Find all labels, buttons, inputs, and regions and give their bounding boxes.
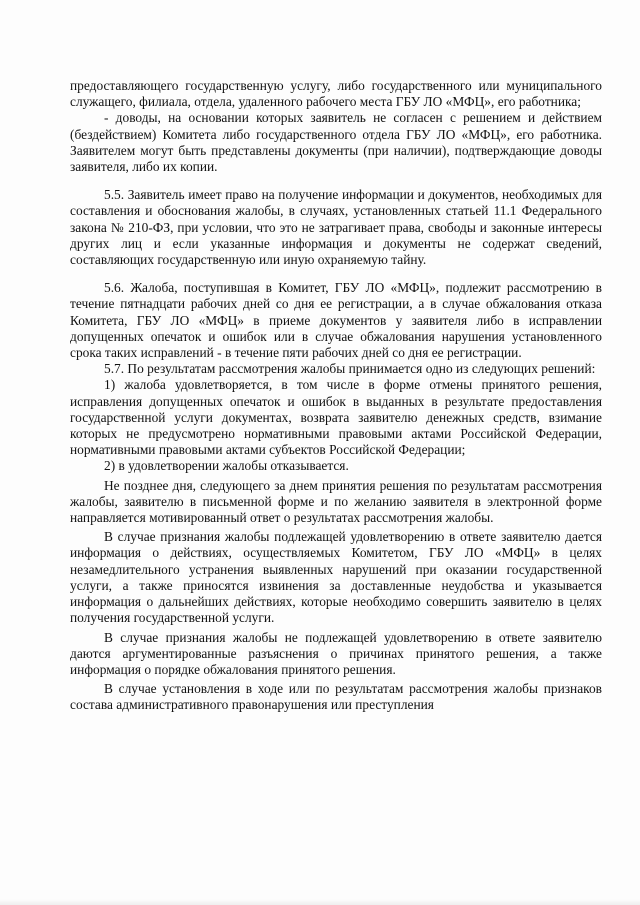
paragraph-arguments: - доводы, на основании которых заявитель не согласен с решением и действием (бездействием) Комитета либо государственного отдела ГБУ ЛО «МФЦ», его работника. Заявителем могут быть представлены документы (при наличии), подтверждающие доводы заявителя, либо их копии. xyxy=(70,110,602,175)
paragraph-offense-signs: В случае установления в ходе или по результатам рассмотрения жалобы признаков состава административного правонарушения или преступления xyxy=(70,681,602,713)
paragraph-5-6: 5.6. Жалоба, поступившая в Комитет, ГБУ ЛО «МФЦ», подлежит рассмотрению в течение пятнадцати рабочих дней со дня ее регистрации, а в случае обжалования отказа Комитета, ГБУ ЛО «МФЦ» в приеме документов у заявителя либо в исправлении допущенных опечаток и ошибок или в случае обжалования нарушения установленного срока таких исправлений - в течение пяти рабочих дней со дня ее регистрации. xyxy=(70,280,602,361)
paragraph-satisfied-complaint: В случае признания жалобы подлежащей удовлетворению в ответе заявителю дается информация о действиях, осуществляемых Комитетом, ГБУ ЛО «МФЦ» в целях незамедлительного устранения выявленных нарушений при оказании государственной услуги, а также приносятся извинения за доставленные неудобства и указывается информация о дальнейших действиях, которые необходимо совершить заявителю в целях получения государственной услуги. xyxy=(70,529,602,626)
paragraph-decision-1: 1) жалоба удовлетворяется, в том числе в форме отмены принятого решения, исправления допущенных опечаток и ошибок в выданных в результате предоставления государственной услуги документах, возврата заявителю денежных средств, взимание которых не предусмотрено нормативными правовыми актами Российской Федерации, нормативными правовыми актами субъектов Российской Федерации; xyxy=(70,377,602,458)
scan-edge-shadow xyxy=(0,899,640,905)
document-body xyxy=(70,78,602,714)
paragraph-continuation: предоставляющего государственную услугу, либо государственного или муниципального служащего, филиала, отдела, удаленного рабочего места ГБУ ЛО «МФЦ», его работника; xyxy=(70,78,602,110)
paragraph-decision-2: 2) в удовлетворении жалобы отказывается. xyxy=(104,458,349,474)
paragraph-5-5: 5.5. Заявитель имеет право на получение информации и документов, необходимых для составления и обоснования жалобы, в случаях, установленных статьей 11.1 Федерального закона № 210-ФЗ, при условии, что это не затрагивает права, свободы и законные интересы других лиц и если указанные информация и документы не содержат сведений, составляющих государственную или иную охраняемую тайну. xyxy=(70,187,602,268)
paragraph-response-deadline: Не позднее дня, следующего за днем принятия решения по результатам рассмотрения жалобы, заявителю в письменной форме и по желанию заявителя в электронной форме направляется мотивированный ответ о результатах рассмотрения жалобы. xyxy=(70,477,602,526)
paragraph-unsatisfied-complaint: В случае признания жалобы не подлежащей удовлетворению в ответе заявителю даются аргументированные разъяснения о причинах принятого решения, а также информация о порядке обжалования принятого решения. xyxy=(70,629,602,677)
paragraph-5-7: 5.7. По результатам рассмотрения жалобы принимается одно из следующих решений: xyxy=(104,361,596,377)
